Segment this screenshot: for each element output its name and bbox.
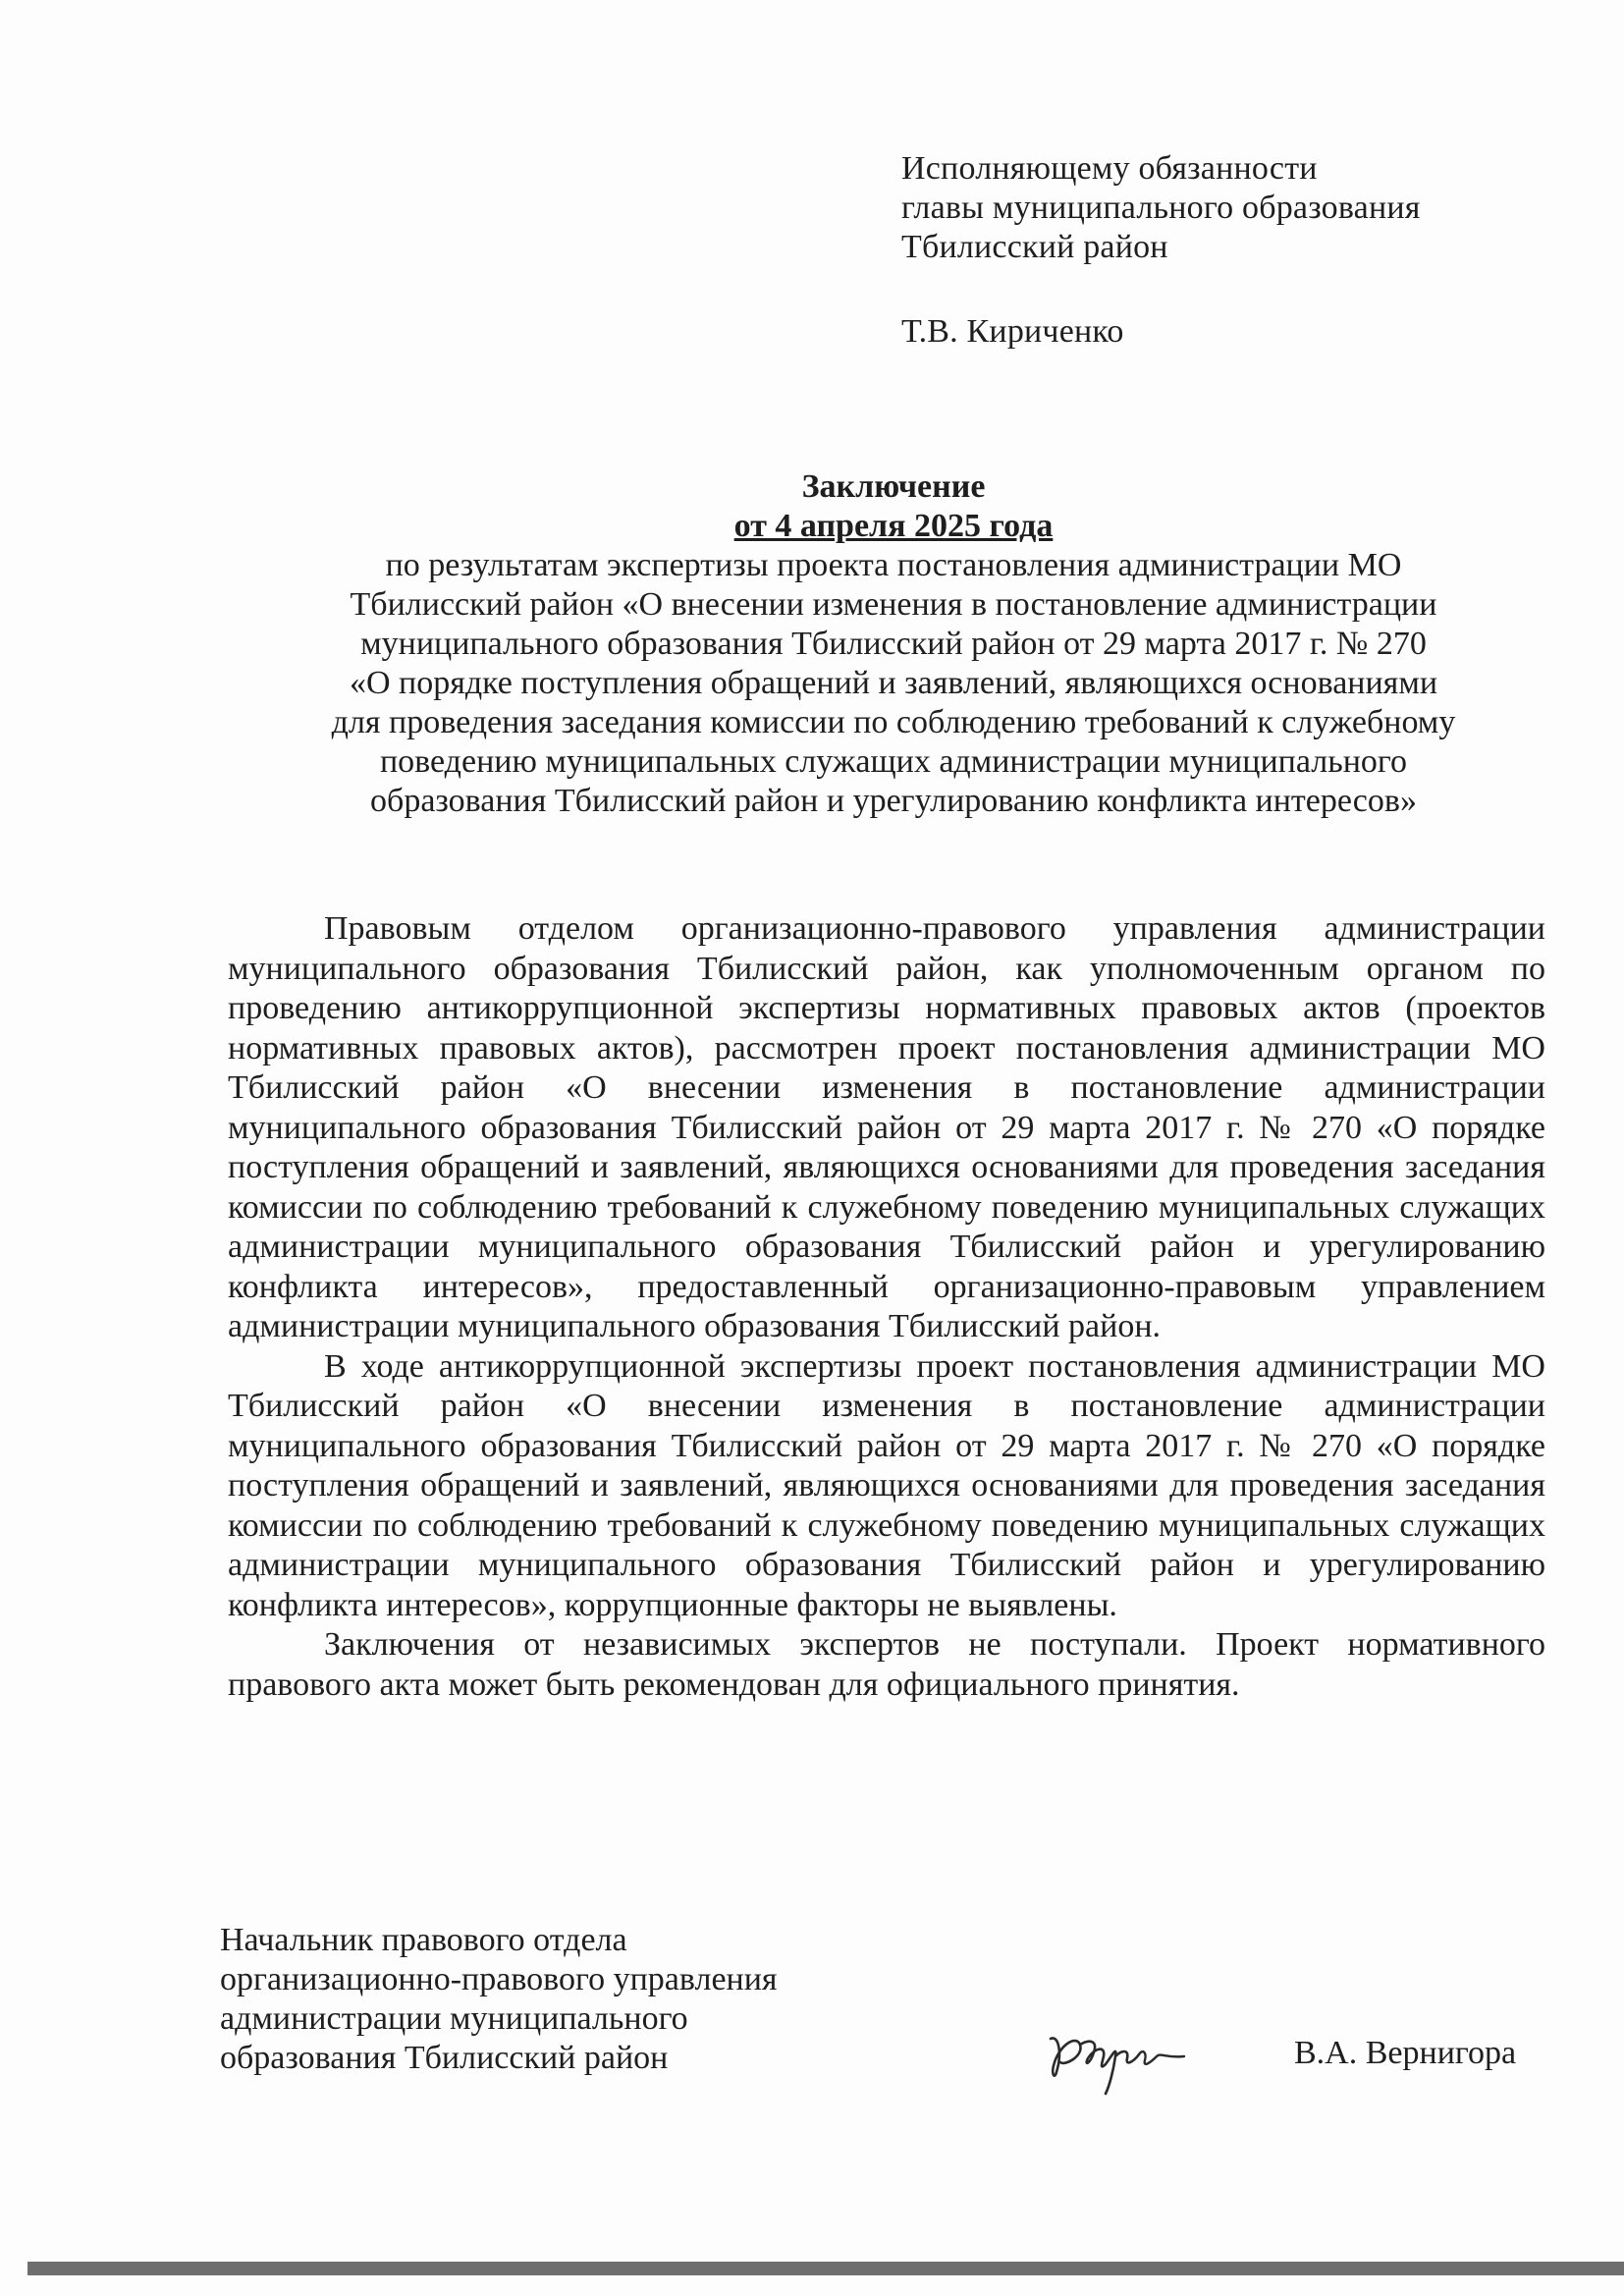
addressee-line: главы муниципального образования [901,190,1421,226]
handwritten-signature-icon [1037,2005,1206,2096]
addressee-block [901,149,1421,352]
title-block [255,467,1532,821]
body-paragraph: Правовым отделом организационно-правового управления администрации муниципального образования Тбилисский район, как уполномоченным органом по проведению антикоррупционной экспертизы нормативных правовых актов (проектов нормативных правовых актов), рассмотрен проект постановления администрации МО Тбилисский район «О внесении изменения в постановление администрации муниципального образования Тбилисский район от 29 марта 2017 г. № 270 «О порядке поступления обращений и заявлений, являющихся основаниями для проведения заседания комиссии по соблюдению требований к служебному поведению муниципальных служащих администрации муниципального образования Тбилисский район и урегулированию конфликта интересов», предоставленный организационно-правовым управлением администрации муниципального образования Тбилисский район. [228,910,1545,1344]
position-line: Начальник правового отдела [220,1922,627,1958]
document-date: от 4 апреля 2025 года [733,508,1054,544]
position-line: образования Тбилисский район [220,2040,669,2076]
position-line: организационно-правового управления [220,1961,778,1997]
subject-line: Тбилисский район «О внесении изменения в постановление администрации [350,586,1437,623]
subject-line: по результатам экспертизы проекта постановления администрации МО [385,547,1402,583]
position-line: администрации муниципального [220,2000,688,2037]
subject-line: образования Тбилисский район и урегулированию конфликта интересов» [370,783,1417,819]
body-paragraph: Заключения от независимых экспертов не поступали. Проект нормативного правового акта может быть рекомендован для официального принятия. [228,1626,1545,1703]
addressee-name: Т.В. Кириченко [901,313,1124,350]
document-body [228,909,1545,1705]
signature-position-block [220,1921,778,2078]
scan-border-line [27,2262,1624,2275]
subject-line: поведению муниципальных служащих администрации муниципального [379,743,1407,780]
body-paragraph: В ходе антикоррупционной экспертизы проект постановления администрации МО Тбилисский район «О внесении изменения в постановление администрации муниципального образования Тбилисский район от 29 марта 2017 г. № 270 «О порядке поступления обращений и заявлений, являющихся основаниями для проведения заседания комиссии по соблюдению требований к служебному поведению муниципальных служащих администрации муниципального образования Тбилисский район и урегулированию конфликта интересов», коррупционные факторы не выявлены. [228,1347,1545,1623]
document-heading: Заключение [801,468,986,505]
addressee-line: Тбилисский район [901,229,1168,265]
subject-line: для проведения заседания комиссии по соблюдению требований к служебному [331,704,1456,740]
addressee-line: Исполняющему обязанности [901,150,1318,187]
signer-name: В.А. Вернигора [1294,2035,1517,2071]
subject-line: муниципального образования Тбилисский район от 29 марта 2017 г. № 270 [360,626,1427,662]
subject-line: «О порядке поступления обращений и заявлений, являющихся основаниями [349,665,1438,701]
